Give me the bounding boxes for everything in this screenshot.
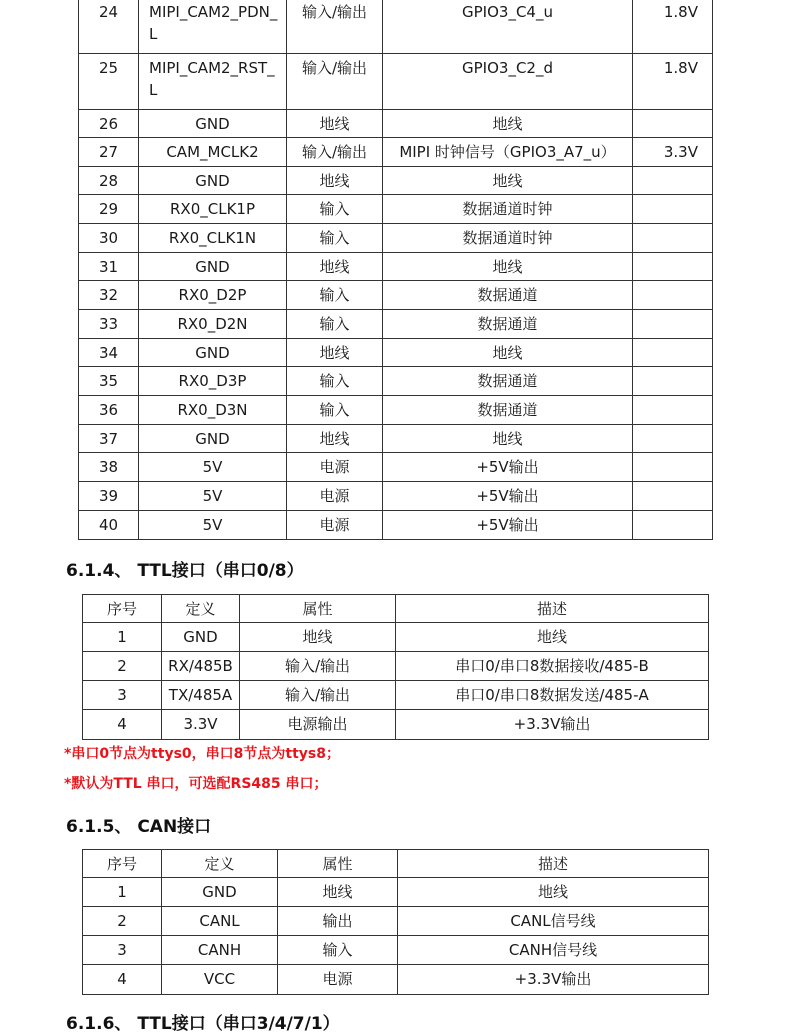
- pin-name-cell: RX0_D3P: [139, 367, 287, 396]
- pin-attr-cell: 输入: [287, 396, 383, 425]
- pin-number-cell: 33: [79, 310, 139, 339]
- can-table: [82, 849, 709, 995]
- section-heading-ttl: 6.1.4、 TTL接口（串口0/8）: [66, 561, 304, 581]
- header-definition: 定义: [162, 850, 278, 878]
- pin-attr-cell: 地线: [287, 110, 383, 138]
- pin-voltage-cell: 1.8V: [633, 54, 713, 110]
- pin-attr-cell: 电源: [287, 453, 383, 482]
- pin-voltage-cell: [633, 482, 713, 511]
- table-row: [83, 710, 709, 740]
- pin-voltage-cell: [633, 511, 713, 540]
- pin-number-cell: 34: [79, 339, 139, 367]
- number-cell: 2: [83, 652, 162, 681]
- pin-number-cell: 25: [79, 54, 139, 110]
- pin-number-cell: 31: [79, 253, 139, 281]
- pin-name-cell: MIPI_CAM2_RST_L: [139, 54, 287, 110]
- pin-attr-cell: 电源: [287, 511, 383, 540]
- pin-attr-cell: 地线: [287, 167, 383, 195]
- pin-desc-cell: +5V输出: [383, 453, 633, 482]
- attribute-cell: 电源: [278, 965, 398, 995]
- pin-voltage-cell: [633, 339, 713, 367]
- pin-attr-cell: 地线: [287, 425, 383, 453]
- note-rs485-option: *默认为TTL 串口，可选配RS485 串口；: [64, 776, 328, 792]
- pin-number-cell: 36: [79, 396, 139, 425]
- table-row: [79, 367, 713, 396]
- description-cell: CANH信号线: [398, 936, 709, 965]
- section-heading-can: 6.1.5、 CAN接口: [66, 817, 212, 837]
- pin-attr-cell: 输入: [287, 195, 383, 224]
- definition-cell: TX/485A: [162, 681, 240, 710]
- number-cell: 1: [83, 623, 162, 652]
- pin-desc-cell: MIPI 时钟信号（GPIO3_A7_u）: [383, 138, 633, 167]
- description-cell: 串口0/串口8数据接收/485-B: [396, 652, 709, 681]
- description-cell: 地线: [396, 623, 709, 652]
- pin-name-cell: RX0_D2P: [139, 281, 287, 310]
- pin-name-cell: RX0_CLK1P: [139, 195, 287, 224]
- pin-name-cell: 5V: [139, 453, 287, 482]
- table-row: [79, 110, 713, 138]
- table-row: [83, 907, 709, 936]
- table-row: [79, 482, 713, 511]
- table-row: [79, 396, 713, 425]
- pin-name-cell: MIPI_CAM2_PDN_L: [139, 0, 287, 54]
- note-serial-nodes: *串口0节点为ttys0，串口8节点为ttys8；: [64, 746, 340, 762]
- table-row: [79, 281, 713, 310]
- attribute-cell: 地线: [240, 623, 396, 652]
- pin-name-cell: GND: [139, 253, 287, 281]
- pin-voltage-cell: [633, 425, 713, 453]
- table-header-row: [83, 850, 709, 878]
- pin-number-cell: 37: [79, 425, 139, 453]
- pin-voltage-cell: [633, 253, 713, 281]
- header-attribute: 属性: [278, 850, 398, 878]
- pin-desc-cell: 地线: [383, 110, 633, 138]
- pin-number-cell: 40: [79, 511, 139, 540]
- pin-number-cell: 39: [79, 482, 139, 511]
- pin-desc-cell: 数据通道: [383, 396, 633, 425]
- pin-desc-cell: 数据通道时钟: [383, 195, 633, 224]
- number-cell: 2: [83, 907, 162, 936]
- pin-desc-cell: 数据通道: [383, 281, 633, 310]
- pin-name-cell: CAM_MCLK2: [139, 138, 287, 167]
- table-row: [79, 453, 713, 482]
- description-cell: 串口0/串口8数据发送/485-A: [396, 681, 709, 710]
- pin-voltage-cell: [633, 396, 713, 425]
- pin-voltage-cell: [633, 453, 713, 482]
- pin-attr-cell: 输入: [287, 310, 383, 339]
- pin-voltage-cell: 1.8V: [633, 0, 713, 54]
- pin-attr-cell: 输入/输出: [287, 0, 383, 54]
- pin-number-cell: 32: [79, 281, 139, 310]
- pin-desc-cell: 地线: [383, 253, 633, 281]
- ttl-table: [82, 594, 709, 740]
- table-row: [79, 511, 713, 540]
- pin-desc-cell: +5V输出: [383, 482, 633, 511]
- attribute-cell: 地线: [278, 878, 398, 907]
- pin-number-cell: 26: [79, 110, 139, 138]
- definition-cell: RX/485B: [162, 652, 240, 681]
- pin-voltage-cell: [633, 310, 713, 339]
- pin-attr-cell: 地线: [287, 339, 383, 367]
- pin-number-cell: 35: [79, 367, 139, 396]
- pin-voltage-cell: [633, 367, 713, 396]
- pin-desc-cell: 地线: [383, 167, 633, 195]
- pin-name-cell: RX0_D2N: [139, 310, 287, 339]
- table-row: [83, 965, 709, 995]
- table-header-row: [83, 595, 709, 623]
- pin-voltage-cell: [633, 167, 713, 195]
- pin-name-cell: RX0_CLK1N: [139, 224, 287, 253]
- pin-name-cell: GND: [139, 110, 287, 138]
- definition-cell: GND: [162, 878, 278, 907]
- pin-desc-cell: 数据通道: [383, 367, 633, 396]
- pin-desc-cell: 数据通道: [383, 310, 633, 339]
- attribute-cell: 电源输出: [240, 710, 396, 740]
- description-cell: +3.3V输出: [398, 965, 709, 995]
- pin-desc-cell: GPIO3_C2_d: [383, 54, 633, 110]
- pin-voltage-cell: [633, 281, 713, 310]
- definition-cell: 3.3V: [162, 710, 240, 740]
- pin-desc-cell: 数据通道时钟: [383, 224, 633, 253]
- pin-number-cell: 38: [79, 453, 139, 482]
- table-row: [79, 224, 713, 253]
- pin-number-cell: 29: [79, 195, 139, 224]
- pin-number-cell: 28: [79, 167, 139, 195]
- table-row: [83, 681, 709, 710]
- description-cell: 地线: [398, 878, 709, 907]
- section-heading-ttl-2: 6.1.6、 TTL接口（串口3/4/7/1）: [66, 1014, 340, 1034]
- table-row: [83, 878, 709, 907]
- pin-table: [78, 0, 713, 540]
- pin-attr-cell: 输入: [287, 224, 383, 253]
- number-cell: 1: [83, 878, 162, 907]
- pin-desc-cell: 地线: [383, 339, 633, 367]
- header-attribute: 属性: [240, 595, 396, 623]
- pin-desc-cell: +5V输出: [383, 511, 633, 540]
- pin-name-cell: GND: [139, 339, 287, 367]
- pin-number-cell: 24: [79, 0, 139, 54]
- number-cell: 3: [83, 681, 162, 710]
- pin-attr-cell: 输入/输出: [287, 138, 383, 167]
- table-row: [79, 167, 713, 195]
- pin-name-cell: 5V: [139, 511, 287, 540]
- table-row: [79, 138, 713, 167]
- pin-number-cell: 27: [79, 138, 139, 167]
- definition-cell: CANL: [162, 907, 278, 936]
- header-number: 序号: [83, 595, 162, 623]
- pin-number-cell: 30: [79, 224, 139, 253]
- number-cell: 3: [83, 936, 162, 965]
- table-row: [79, 54, 713, 110]
- pin-voltage-cell: [633, 224, 713, 253]
- pin-name-cell: GND: [139, 167, 287, 195]
- header-description: 描述: [396, 595, 709, 623]
- pin-attr-cell: 电源: [287, 482, 383, 511]
- pin-voltage-cell: [633, 110, 713, 138]
- pin-name-cell: GND: [139, 425, 287, 453]
- table-row: [79, 195, 713, 224]
- number-cell: 4: [83, 710, 162, 740]
- attribute-cell: 输出: [278, 907, 398, 936]
- table-row: [79, 253, 713, 281]
- description-cell: +3.3V输出: [396, 710, 709, 740]
- attribute-cell: 输入: [278, 936, 398, 965]
- definition-cell: GND: [162, 623, 240, 652]
- pin-name-cell: RX0_D3N: [139, 396, 287, 425]
- number-cell: 4: [83, 965, 162, 995]
- pin-voltage-cell: [633, 195, 713, 224]
- pin-voltage-cell: 3.3V: [633, 138, 713, 167]
- definition-cell: CANH: [162, 936, 278, 965]
- pin-desc-cell: 地线: [383, 425, 633, 453]
- table-row: [79, 339, 713, 367]
- header-number: 序号: [83, 850, 162, 878]
- description-cell: CANL信号线: [398, 907, 709, 936]
- pin-attr-cell: 输入: [287, 367, 383, 396]
- header-definition: 定义: [162, 595, 240, 623]
- table-row: [83, 623, 709, 652]
- definition-cell: VCC: [162, 965, 278, 995]
- pin-desc-cell: GPIO3_C4_u: [383, 0, 633, 54]
- pin-attr-cell: 输入/输出: [287, 54, 383, 110]
- header-description: 描述: [398, 850, 709, 878]
- pin-name-cell: 5V: [139, 482, 287, 511]
- pin-attr-cell: 地线: [287, 253, 383, 281]
- attribute-cell: 输入/输出: [240, 681, 396, 710]
- table-row: [79, 310, 713, 339]
- attribute-cell: 输入/输出: [240, 652, 396, 681]
- table-row: [83, 652, 709, 681]
- table-row: [79, 425, 713, 453]
- table-row: [83, 936, 709, 965]
- table-row: [79, 0, 713, 54]
- pin-attr-cell: 输入: [287, 281, 383, 310]
